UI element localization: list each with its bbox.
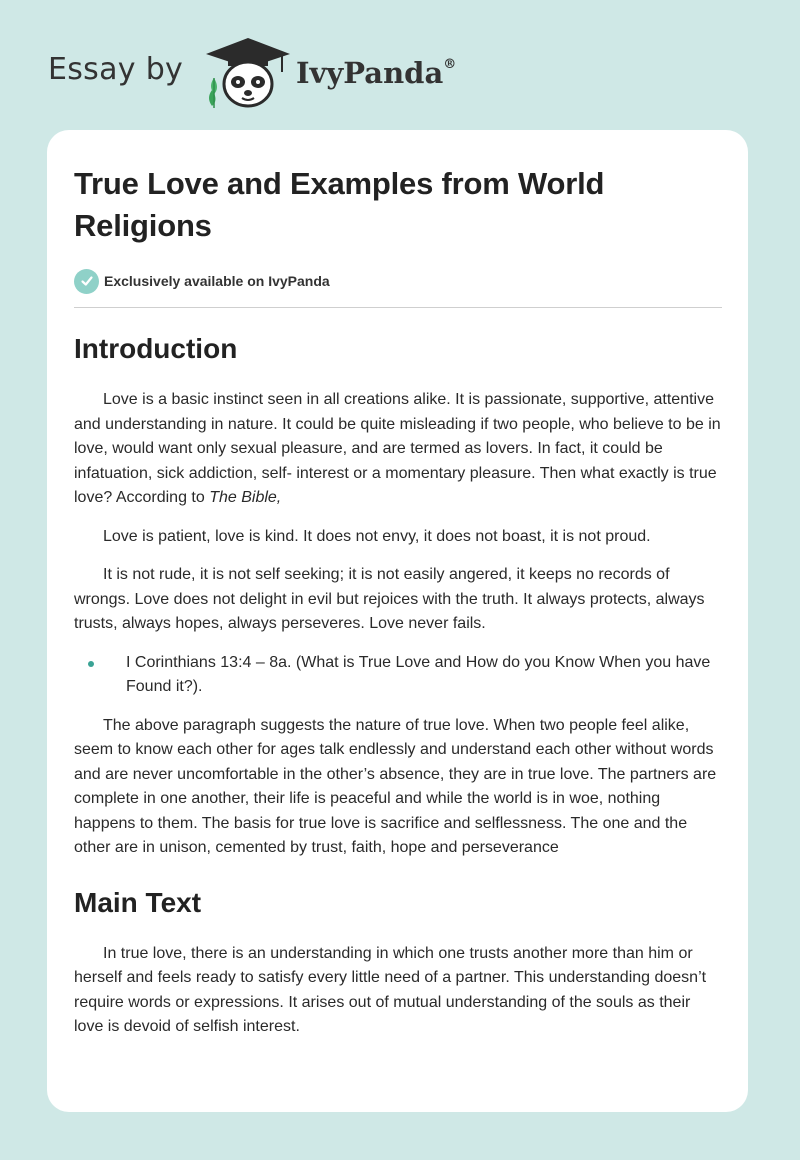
essay-content (74, 163, 722, 1040)
exclusive-label: Exclusively available on IvyPanda (104, 273, 330, 289)
exclusive-badge (74, 267, 722, 295)
section-heading-main-text: Main Text (74, 886, 202, 918)
quote-paragraph: Love is patient, love is kind. It does not envy, it does not boast, it is not proud. (103, 527, 651, 545)
paragraph: In true love, there is an understanding in which one trusts another more than him or herself and feels ready to satisfy every little need of a partner. This understanding doesn’t require words or expressions. It arises out of mutual understanding of the souls as their love is devoid of selfish interest. (74, 944, 707, 1035)
citation-text: I Corinthians 13:4 – 8a. (What is True Love and How do you Know When you have Found it?). (126, 653, 711, 695)
paragraph: The above paragraph suggests the nature of true love. When two people feel alike, seem to know each other for ages talk endlessly and understand each other without words and are never uncomfortable in the other’s absence, they are in true love. The partners are complete in one another, their life is peaceful and while the world is in woe, nothing happens to them. The basis for true love is sacrifice and selflessness. The one and the other are in unison, cemented by trust, faith, hope and perseverance (74, 716, 717, 856)
paragraph: Love is a basic instinct seen in all creations alike. It is passionate, supportive, attentive and understanding in nature. It could be quite misleading if two people, who believe to be in love, would want only sexual pleasure, and are termed as lovers. In fact, it could be infatuation, sick addiction, self- interest or a momentary pleasure. Then what exactly is true love? According to The Bible, (74, 391, 721, 506)
bullet-icon (88, 661, 94, 667)
section-heading-introduction: Introduction (74, 333, 238, 364)
divider (74, 307, 722, 308)
brand-name[interactable]: IvyPanda® (296, 56, 457, 90)
site-header (48, 30, 548, 110)
registered-mark: ® (443, 57, 457, 73)
check-icon (74, 269, 99, 294)
quote-paragraph: It is not rude, it is not self seeking; it is not easily angered, it keeps no records of wrongs. Love does not delight in evil but rejoices with the truth. It always protects, always trusts, always hopes, always perseveres. Love never fails. (74, 566, 705, 632)
bible-reference: The Bible, (209, 489, 282, 506)
citation-list (74, 651, 722, 700)
essay-card (47, 130, 748, 1112)
list-item (74, 651, 722, 700)
essay-title: True Love and Examples from World Religions (74, 166, 605, 243)
essay-by-label: Essay by (48, 52, 184, 87)
panda-graduate-icon[interactable] (202, 32, 294, 112)
